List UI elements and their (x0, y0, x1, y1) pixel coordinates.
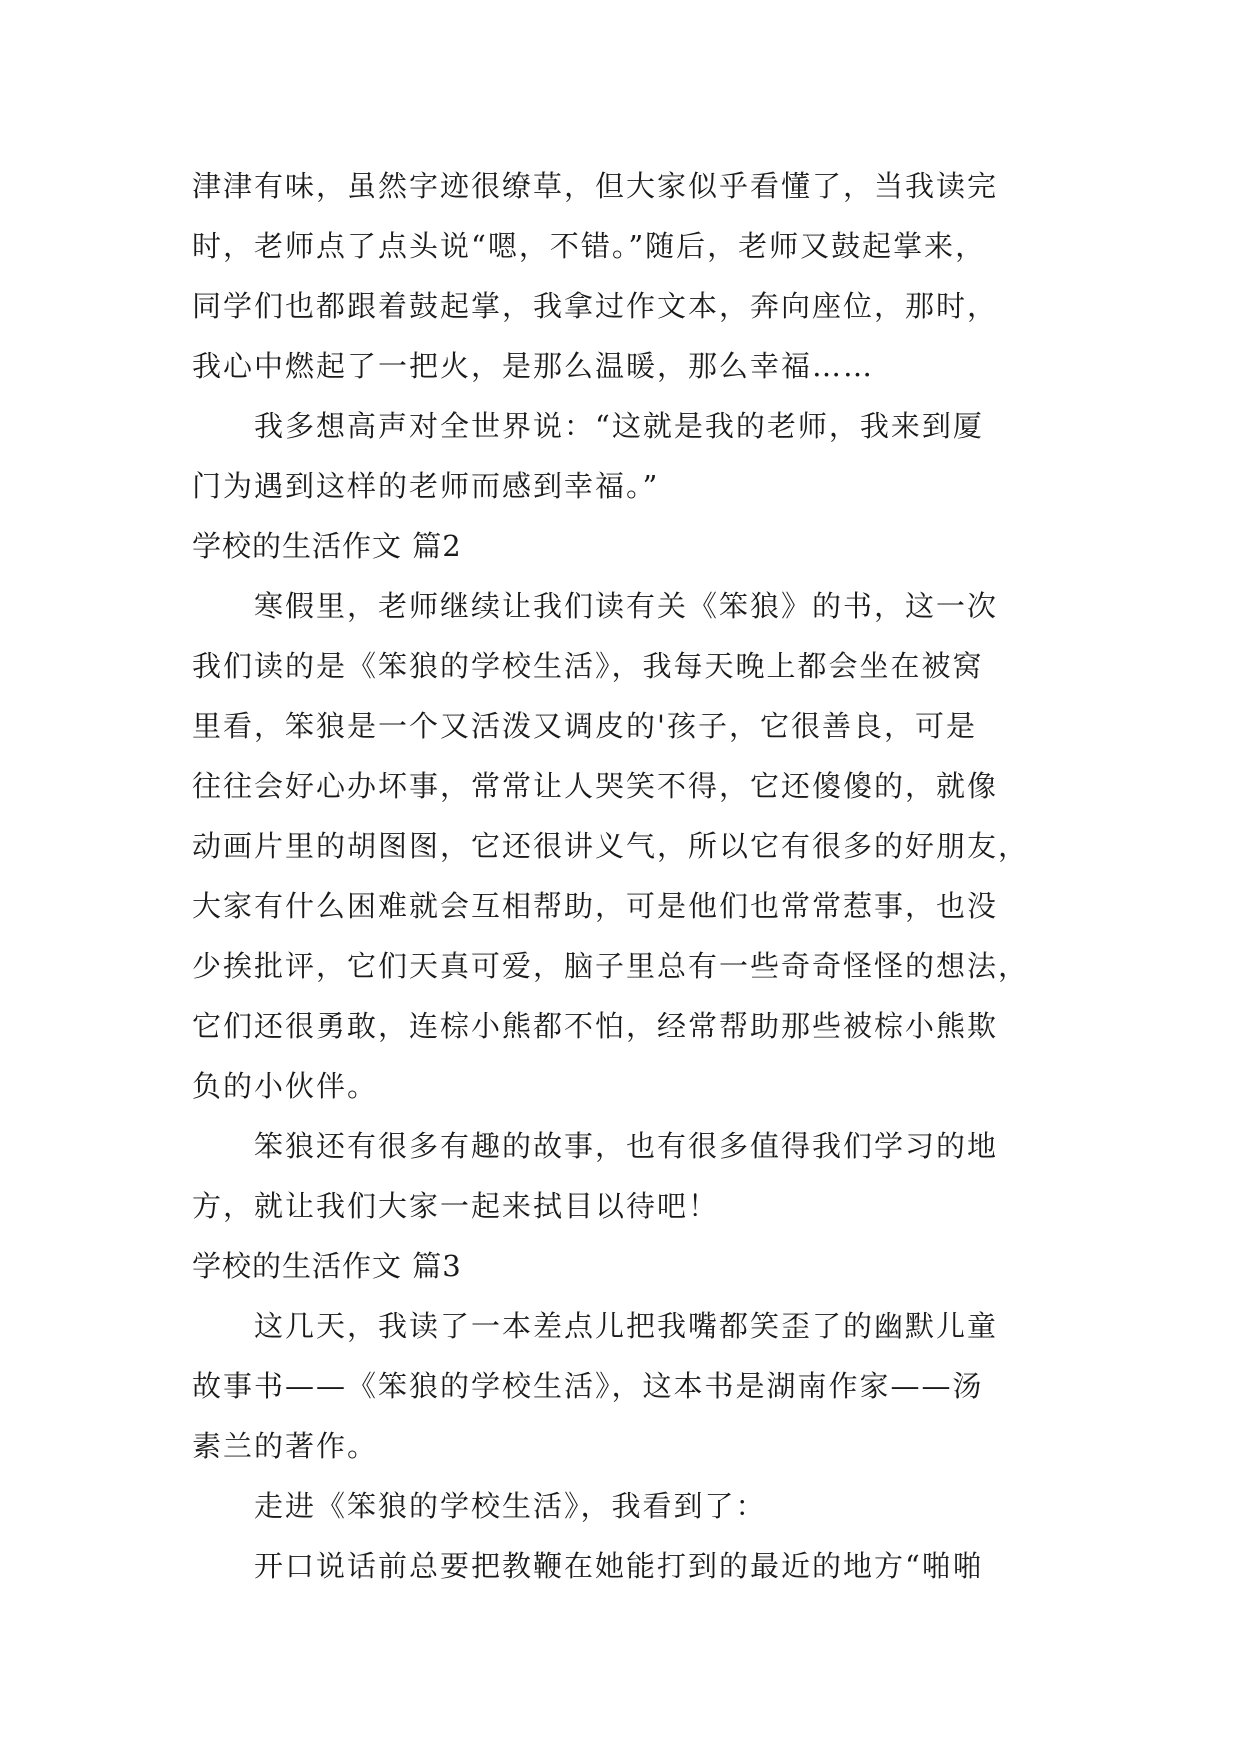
text-line: 笨狼还有很多有趣的故事，也有很多值得我们学习的地 (254, 1129, 999, 1163)
text-line: 少挨批评，它们天真可爱，脑子里总有一些奇奇怪怪的想法， (192, 949, 1030, 983)
text-line: 寒假里，老师继续让我们读有关《笨狼》的书，这一次 (254, 589, 999, 623)
section-heading: 学校的生活作文 篇2 (192, 529, 462, 563)
text-line: 津津有味，虽然字迹很缭草，但大家似乎看懂了，当我读完 (192, 169, 999, 203)
text-line: 门为遇到这样的老师而感到幸福。” (192, 469, 660, 503)
text-line: 开口说话前总要把教鞭在她能打到的最近的地方“啪啪 (254, 1549, 984, 1583)
text-line: 同学们也都跟着鼓起掌，我拿过作文本，奔向座位，那时， (192, 289, 999, 323)
text-line: 它们还很勇敢，连棕小熊都不怕，经常帮助那些被棕小熊欺 (192, 1009, 999, 1043)
section-heading: 学校的生活作文 篇3 (192, 1249, 462, 1283)
text-line: 我们读的是《笨狼的学校生活》，我每天晚上都会坐在被窝 (192, 649, 984, 683)
text-line: 往往会好心办坏事，常常让人哭笑不得，它还傻傻的，就像 (192, 769, 999, 803)
text-line: 大家有什么困难就会互相帮助，可是他们也常常惹事，也没 (192, 889, 999, 923)
document-body (192, 156, 1052, 1596)
text-line: 素兰的著作。 (192, 1429, 379, 1463)
text-line: 我多想高声对全世界说：“这就是我的老师，我来到厦 (254, 409, 984, 443)
text-line: 里看，笨狼是一个又活泼又调皮的'孩子，它很善良，可是 (192, 709, 977, 743)
text-line: 故事书——《笨狼的学校生活》，这本书是湖南作家——汤 (192, 1369, 984, 1403)
text-line: 负的小伙伴。 (192, 1069, 379, 1103)
text-line: 走进《笨狼的学校生活》，我看到了： (254, 1489, 767, 1523)
text-line: 时，老师点了点头说“嗯，不错。”随后，老师又鼓起掌来， (192, 229, 987, 263)
text-line: 动画片里的胡图图，它还很讲义气，所以它有很多的好朋友， (192, 829, 1030, 863)
text-line: 这几天，我读了一本差点儿把我嘴都笑歪了的幽默儿童 (254, 1309, 999, 1343)
text-line: 方，就让我们大家一起来拭目以待吧！ (192, 1189, 720, 1223)
text-line: 我心中燃起了一把火，是那么温暖，那么幸福…… (192, 349, 875, 383)
